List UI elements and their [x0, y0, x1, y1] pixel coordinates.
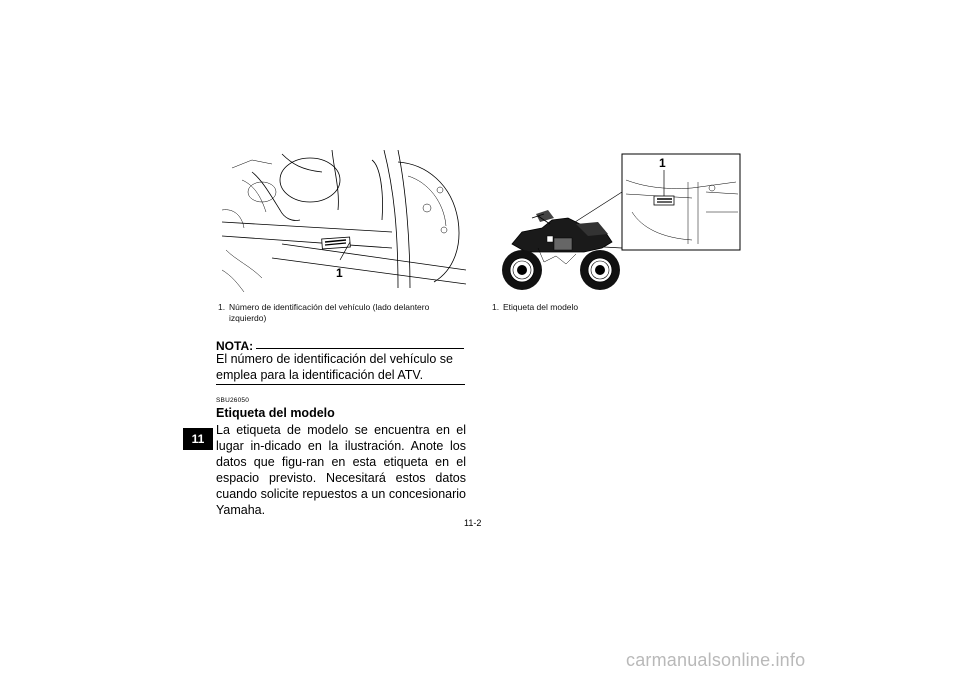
note-top-rule	[256, 348, 464, 349]
caption-number: 1.	[218, 302, 226, 312]
caption-text: Número de identificación del vehículo (lado delantero izquierdo)	[229, 302, 430, 323]
chapter-tab: 11	[183, 428, 213, 450]
caption-text: Etiqueta del modelo	[503, 302, 579, 312]
note-title: NOTA:	[216, 339, 254, 353]
label-callout-1: 1	[659, 156, 666, 170]
section-body: La etiqueta de modelo se encuentra en el lugar in-dicado en la ilustración. Anote los datos que figu-ran en esta etiqueta en el espacio previsto. Necesitará estos datos cuando solicite repuestos a un concesionario Yamaha.	[216, 423, 466, 517]
vin-location-illustration	[222, 150, 466, 292]
note-bottom-rule	[216, 384, 465, 385]
model-label-illustration	[492, 152, 742, 294]
page-number: 11-2	[464, 518, 482, 528]
vin-figure-caption	[218, 302, 468, 324]
caption-number: 1.	[492, 302, 500, 312]
vin-callout-1: 1	[336, 266, 343, 280]
section-title: Etiqueta del modelo	[216, 406, 335, 420]
watermark-text: carmanualsonline.info	[626, 650, 806, 670]
model-label-figure-caption	[492, 302, 742, 313]
section-code: SBU26050	[216, 397, 250, 404]
note-body: El número de identificación del vehículo se emplea para la identificación del ATV.	[216, 352, 453, 382]
